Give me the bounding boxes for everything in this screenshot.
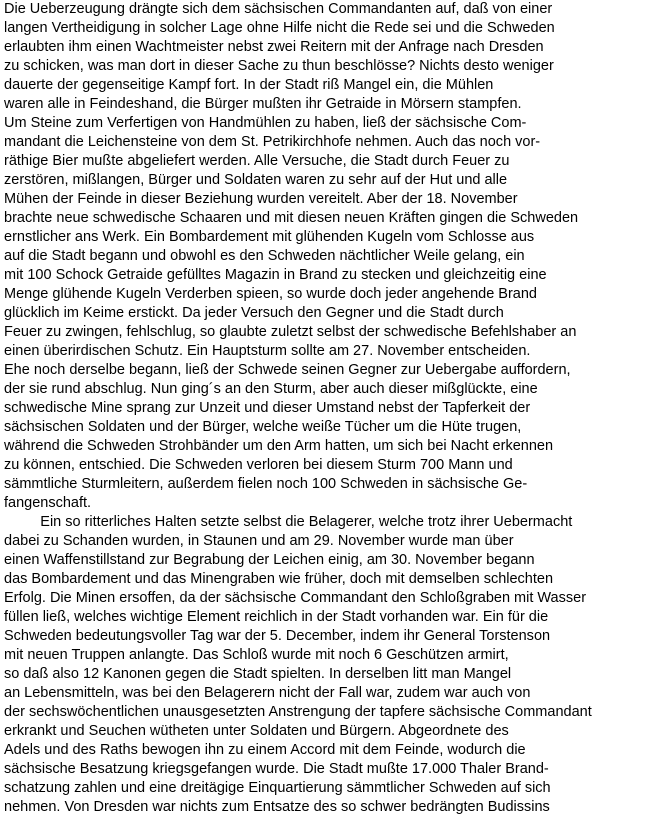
text-line: mit 100 Schock Getraide gefülltes Magazin in Brand zu stecken und gleichzeitig eine xyxy=(4,267,547,283)
text-line: sächsische Besatzung kriegsgefangen wurde. Die Stadt mußte 17.000 Thaler Brand- xyxy=(4,761,549,777)
text-line: glücklich im Keime erstickt. Da jeder Versuch den Gegner und die Stadt durch xyxy=(4,305,504,321)
text-line: zu schicken, was man dort in dieser Sache zu thun beschlösse? Nichts desto weniger xyxy=(4,58,554,74)
text-line: während die Schweden Strohbänder um den Arm hatten, um sich bei Nacht erkennen xyxy=(4,438,554,454)
text-line: mit neuen Truppen anlangte. Das Schloß wurde mit noch 6 Geschützen armirt, xyxy=(4,647,509,663)
text-line: so daß also 12 Kanonen gegen die Stadt spielten. In derselben litt man Mangel xyxy=(4,666,512,682)
text-line: erlaubten ihm einen Wachtmeister nebst zwei Reitern mit der Anfrage nach Dresden xyxy=(4,39,544,55)
text-line: räthige Bier mußte abgeliefert werden. Alle Versuche, die Stadt durch Feuer zu xyxy=(4,153,510,169)
text-line: sächsischen Soldaten und der Bürger, welche weiße Tücher um die Hüte trugen, xyxy=(4,419,522,435)
text-line: fangenschaft. xyxy=(4,495,92,511)
text-line: auf die Stadt begann und obwohl es den Schweden nächtlicher Weile gelang, ein xyxy=(4,248,525,264)
text-line: zerstören, mißlangen, Bürger und Soldaten waren zu sehr auf der Hut und alle xyxy=(4,172,508,188)
text-line: dauerte der gegenseitige Kampf fort. In der Stadt riß Mangel ein, die Mühlen xyxy=(4,77,494,93)
text-line: Ein so ritterliches Halten setzte selbst die Belagerer, welche trotz ihrer Uebermacht xyxy=(4,514,573,530)
text-line: Erfolg. Die Minen ersoffen, da der sächsische Commandant den Schloßgraben mit Wasser xyxy=(4,590,587,606)
text-line: waren alle in Feindeshand, die Bürger mußten ihr Getraide in Mörsern stampfen. xyxy=(4,96,522,112)
text-line: schwedische Mine sprang zur Unzeit und dieser Umstand nebst der Tapferkeit der xyxy=(4,400,531,416)
body-text xyxy=(4,0,650,817)
text-line: Die Ueberzeugung drängte sich dem sächsischen Commandanten auf, daß von einer xyxy=(4,1,553,17)
text-line: ernstlicher ans Werk. Ein Bombardement mit glühenden Kugeln vom Schlosse aus xyxy=(4,229,535,245)
text-line: Mühen der Feinde in dieser Beziehung wurden vereitelt. Aber der 18. November xyxy=(4,191,518,207)
text-line: der sie rund abschlug. Nun ging´s an den Sturm, aber auch dieser mißglückte, eine xyxy=(4,381,538,397)
text-line: nehmen. Von Dresden war nichts zum Entsatze des so schwer bedrängten Budissins xyxy=(4,799,550,815)
text-line: Um Steine zum Verfertigen von Handmühlen zu haben, ließ der sächsische Com- xyxy=(4,115,527,131)
text-line: Adels und des Raths bewogen ihn zu einem Accord mit dem Feinde, wodurch die xyxy=(4,742,526,758)
text-line: sämmtliche Sturmleitern, außerdem fielen noch 100 Schweden in sächsische Ge- xyxy=(4,476,528,492)
text-line: an Lebensmitteln, was bei den Belagerern nicht der Fall war, zudem war auch von xyxy=(4,685,531,701)
text-line: Schweden bedeutungsvoller Tag war der 5. December, indem ihr General Torstenson xyxy=(4,628,551,644)
text-line: zu können, entschied. Die Schweden verloren bei diesem Sturm 700 Mann und xyxy=(4,457,513,473)
text-line: mandant die Leichensteine von dem St. Petrikirchhofe nehmen. Auch das noch vor- xyxy=(4,134,541,150)
text-line: dabei zu Schanden wurden, in Staunen und am 29. November wurde man über xyxy=(4,533,514,549)
text-line: Ehe noch derselbe begann, ließ der Schwede seinen Gegner zur Uebergabe auffordern, xyxy=(4,362,571,378)
text-line: einen Waffenstillstand zur Begrabung der Leichen einig, am 30. November begann xyxy=(4,552,535,568)
text-line: das Bombardement und das Minengraben wie früher, doch mit demselben schlechten xyxy=(4,571,554,587)
text-line: einen überirdischen Schutz. Ein Hauptsturm sollte am 27. November entscheiden. xyxy=(4,343,531,359)
text-line: der sechswöchentlichen unausgesetzten Anstrengung der tapfere sächsische Commandant xyxy=(4,704,592,720)
text-line: langen Vertheidigung in solcher Lage ohne Hilfe nicht die Rede sei und die Schweden xyxy=(4,20,555,36)
text-line: Feuer zu zwingen, fehlschlug, so glaubte zuletzt selbst der schwedische Befehlshaber an xyxy=(4,324,577,340)
text-line: schatzung zahlen und eine dreitägige Einquartierung sämmtlicher Schweden auf sich xyxy=(4,780,551,796)
text-line: brachte neue schwedische Schaaren und mit diesen neuen Kräften gingen die Schweden xyxy=(4,210,579,226)
text-line: Menge glühende Kugeln Verderben spieen, so wurde doch jeder angehende Brand xyxy=(4,286,538,302)
text-line: erkrankt und Seuchen wütheten unter Soldaten und Bürgern. Abgeordnete des xyxy=(4,723,509,739)
text-line: füllen ließ, welches wichtige Element reichlich in der Stadt vorhanden war. Ein für die xyxy=(4,609,549,625)
